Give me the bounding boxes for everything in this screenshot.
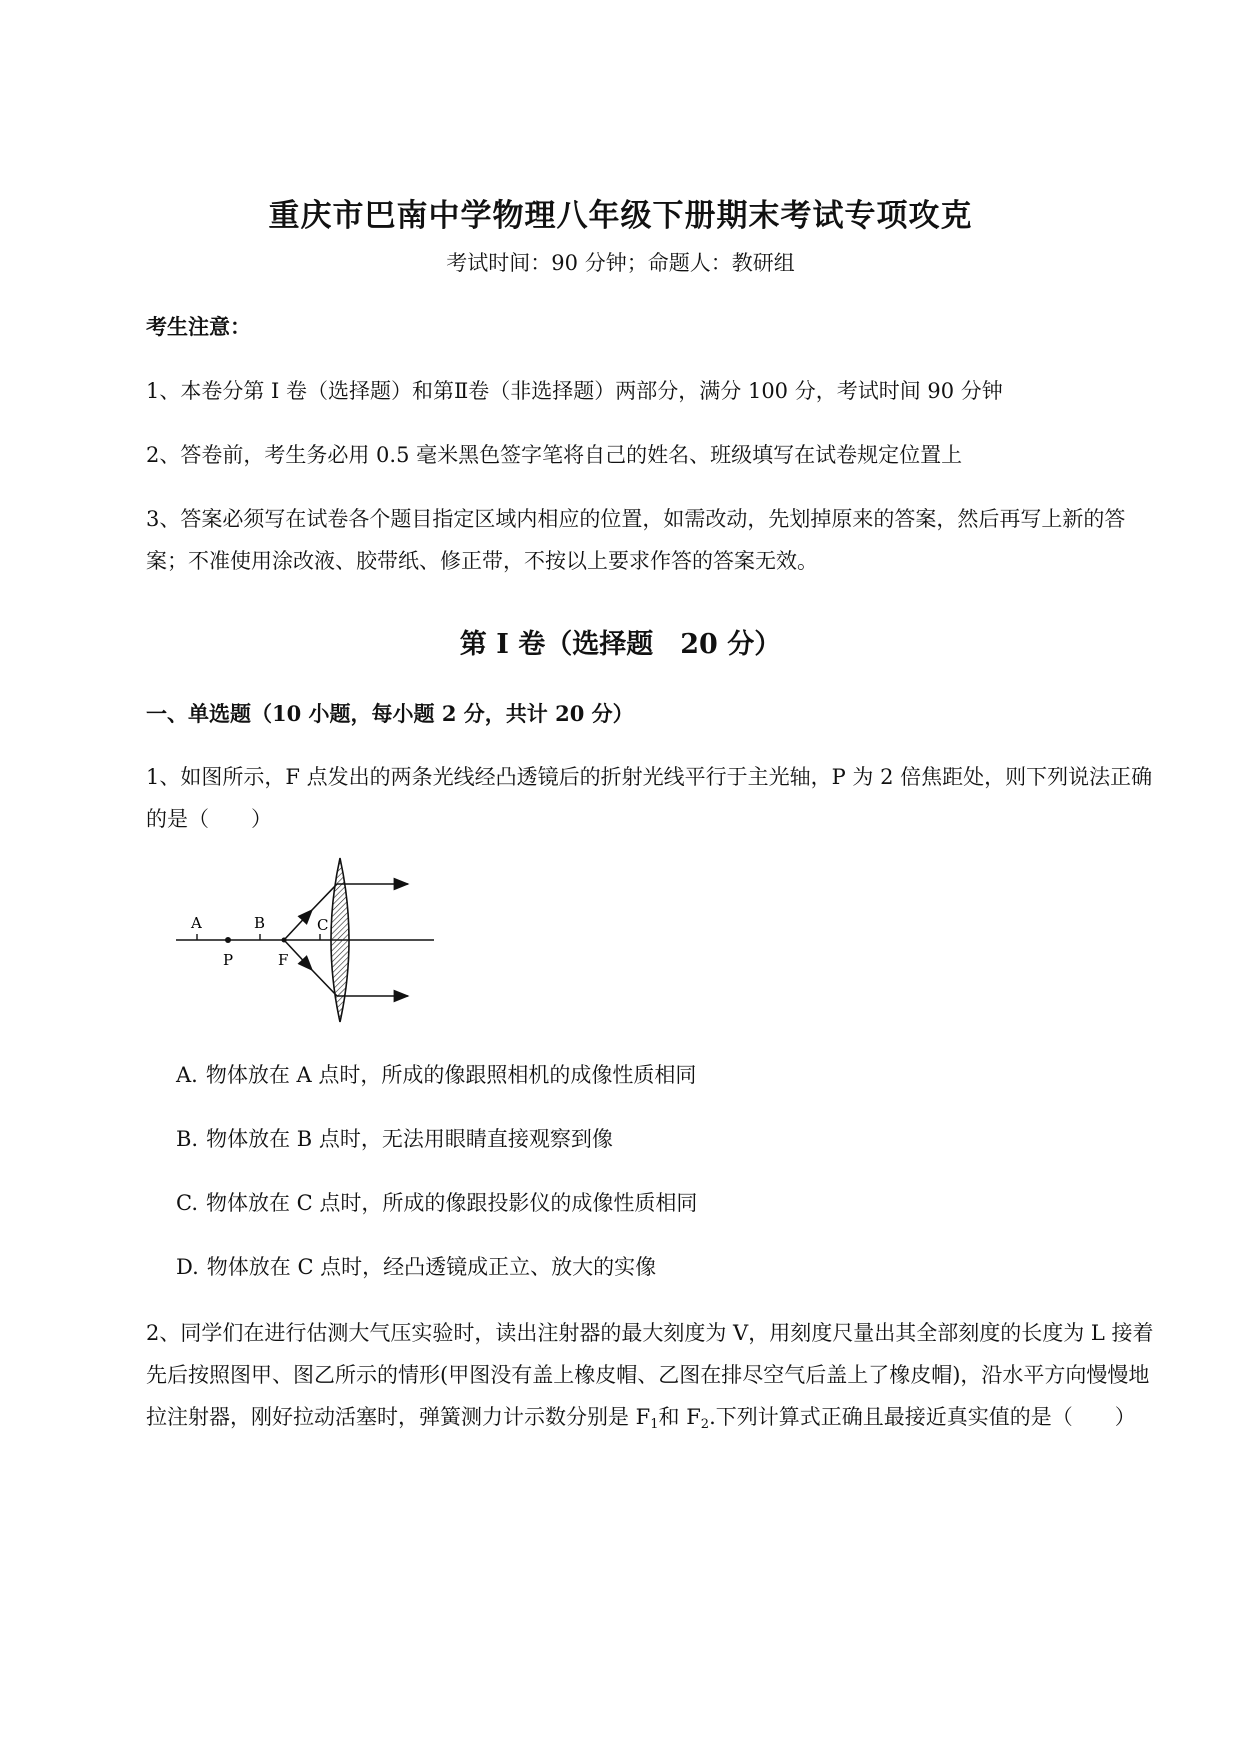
option-letter: D. (176, 1255, 199, 1279)
question-2-stem: 2、同学们在进行估测大气压实验时，读出注射器的最大刻度为 V，用刻度尺量出其全部刻度的长度为 L 接着先后按照图甲、图乙所示的情形(甲图没有盖上橡皮帽、乙图在排尽空气后盖上了橡皮帽)，沿水平方向慢慢地拉注射器，刚好拉动活塞时，弹簧测力计示数分别是 $F_1$和 $F_2$.下列计算式正确且最接近真实值的是（ ） (146, 1321, 1154, 1432)
label-F: F (278, 951, 289, 969)
lens-diagram (172, 850, 442, 1030)
notice-item: 3、答案必须写在试卷各个题目指定区域内相应的位置，如需改动，先划掉原来的答案，然后再写上新的答案；不准使用涂改液、胶带纸、修正带，不按以上要求作答的答案无效。 (146, 507, 1126, 573)
point-P (225, 937, 231, 943)
exam-info: 考试时间：90 分钟；命题人：教研组 (446, 251, 795, 275)
option-b[interactable] (176, 1124, 613, 1154)
option-d[interactable] (176, 1252, 656, 1282)
option-text: 物体放在 C 点时，经凸透镜成正立、放大的实像 (206, 1255, 657, 1279)
notice-item: 2、答卷前，考生务必用 0.5 毫米黑色签字笔将自己的姓名、班级填写在试卷规定位置上 (146, 443, 963, 467)
question-1-stem: 1、如图所示，F 点发出的两条光线经凸透镜后的折射光线平行于主光轴，P 为 2 倍焦距处，则下列说法正确的是（ ） (146, 765, 1153, 831)
section-title: 第 I 卷（选择题 20 分） (459, 629, 782, 660)
convex-lens (331, 858, 349, 1022)
part-heading: 一、单选题（10 小题，每小题 2 分，共计 20 分） (146, 701, 634, 726)
notice-heading: 考生注意： (146, 314, 251, 339)
label-P: P (223, 951, 234, 969)
option-a[interactable] (176, 1060, 696, 1090)
label-C: C (317, 916, 329, 934)
label-A: A (191, 914, 202, 932)
option-text: 物体放在 B 点时，无法用眼睛直接观察到像 (206, 1127, 613, 1151)
ray-upper (284, 910, 312, 940)
page-title: 重庆市巴南中学物理八年级下册期末考试专项攻克 (268, 198, 973, 234)
label-B: B (254, 914, 266, 932)
option-c[interactable] (176, 1188, 697, 1218)
option-letter: A. (176, 1063, 198, 1087)
option-text: 物体放在 C 点时，所成的像跟投影仪的成像性质相同 (206, 1191, 698, 1215)
option-text: 物体放在 A 点时，所成的像跟照相机的成像性质相同 (205, 1063, 697, 1087)
option-letter: C. (176, 1191, 198, 1215)
option-letter: B. (176, 1127, 199, 1151)
notice-item: 1、本卷分第 I 卷（选择题）和第Ⅱ卷（非选择题）两部分，满分 100 分，考试时间 90 分钟 (146, 379, 1003, 403)
